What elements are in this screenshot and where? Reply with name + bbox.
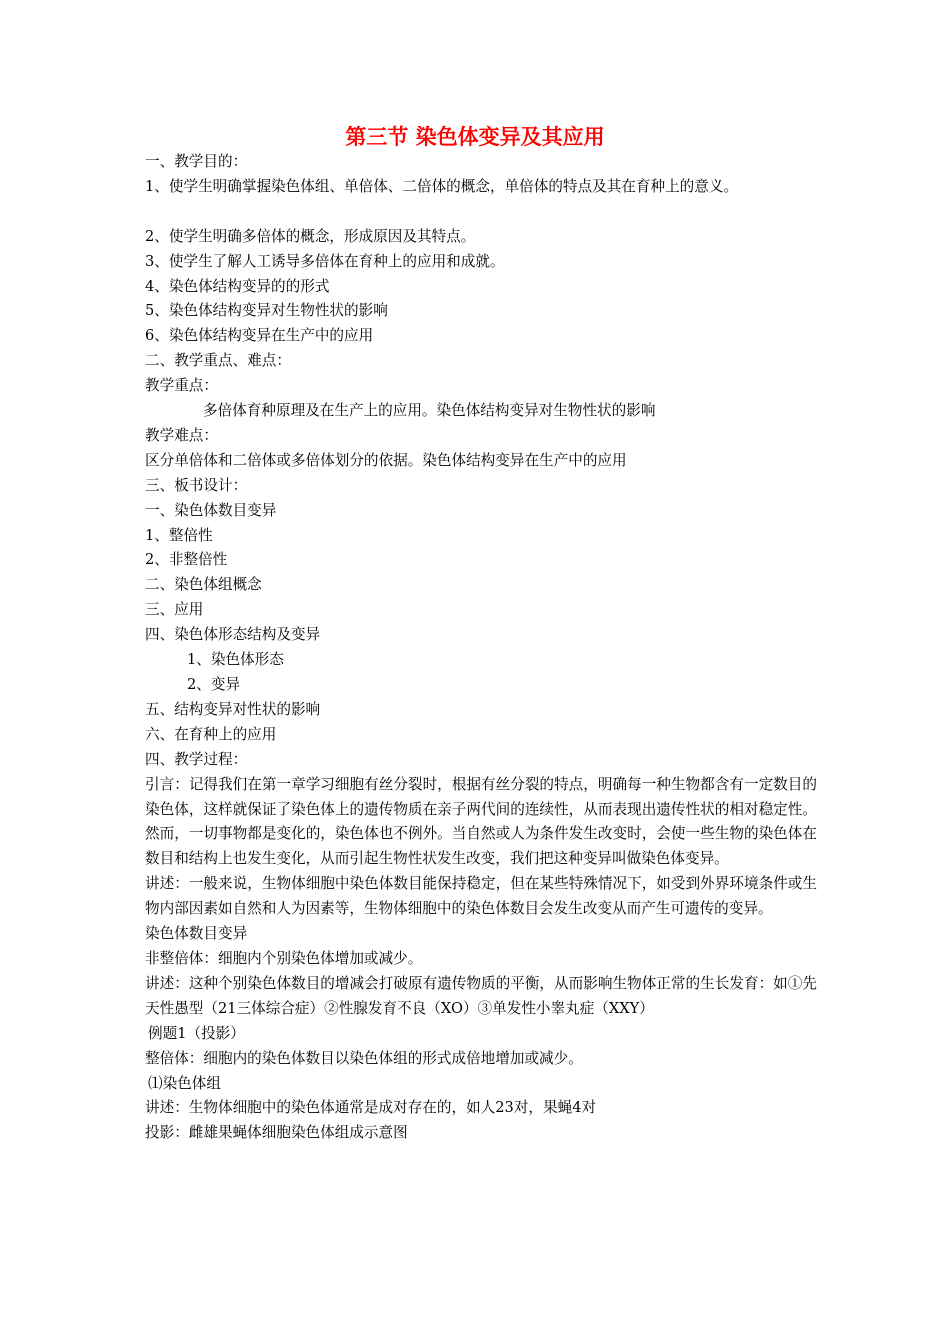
- difficulties-label: 教学难点：: [145, 426, 218, 444]
- board-item: 一、染色体数目变异: [145, 501, 277, 519]
- paragraph-lecture-2: 讲述：这种个别染色体数目的增减会打破原有遗传物质的平衡，从而影响生物体正常的生长发育：如①先天性愚型（21三体综合症）②性腺发育不良（XO）③单发性小睾丸症（XXY）: [145, 974, 817, 1017]
- paragraph-lecture-1: 讲述：一般来说，生物体细胞中染色体数目能保持稳定，但在某些特殊情况下，如受到外界环境条件或生物内部因素如自然和人为因素等，生物体细胞中的染色体数目会发生改变从而产生可遗传的变异。: [145, 875, 817, 918]
- document-body: [145, 150, 817, 1146]
- board-item: 2、非整倍性: [145, 551, 228, 569]
- objective-3: 3、使学生了解人工诱导多倍体在育种上的应用和成就。: [145, 252, 505, 270]
- difficulties-text: 区分单倍体和二倍体或多倍体划分的依据。染色体结构变异在生产中的应用: [145, 451, 627, 469]
- page-title: 第三节 染色体变异及其应用: [345, 125, 605, 149]
- key-points-text: 多倍体育种原理及在生产上的应用。染色体结构变异对生物性状的影响: [203, 402, 656, 420]
- example-label: 例题1（投影）: [148, 1024, 245, 1042]
- aneuploid-definition: 非整倍体：细胞内个别染色体增加或减少。: [145, 949, 423, 967]
- section-heading-process: 四、教学过程：: [145, 750, 248, 768]
- board-item: 三、应用: [145, 601, 204, 619]
- subheading-number-variation: 染色体数目变异: [145, 925, 248, 943]
- objective-4: 4、染色体结构变异的的形式: [145, 277, 330, 295]
- objective-1: 1、使学生明确掌握染色体组、单倍体、二倍体的概念，单倍体的特点及其在育种上的意义。: [145, 177, 739, 195]
- section-heading-key-points: 二、教学重点、难点：: [145, 352, 291, 370]
- objective-2: 2、使学生明确多倍体的概念，形成原因及其特点。: [145, 227, 476, 245]
- subheading-chromosome-set: ⑴染色体组: [148, 1074, 221, 1092]
- key-points-label: 教学重点：: [145, 377, 218, 395]
- euploid-definition: 整倍体：细胞内的染色体数目以染色体组的形式成倍地增加或减少。: [145, 1049, 583, 1067]
- paragraph-lecture-3: 讲述：生物体细胞中的染色体通常是成对存在的，如人23对，果蝇4对: [145, 1099, 597, 1117]
- board-item: 六、在育种上的应用: [145, 725, 277, 743]
- blank-line: [145, 200, 817, 225]
- section-heading-board-design: 三、板书设计：: [145, 476, 248, 494]
- board-item: 1、整倍性: [145, 526, 213, 544]
- board-subitem: 1、染色体形态: [187, 651, 284, 669]
- board-item: 二、染色体组概念: [145, 576, 262, 594]
- section-heading-objectives: 一、教学目的：: [145, 153, 248, 170]
- projection-note: 投影：雌雄果蝇体细胞染色体组成示意图: [145, 1124, 408, 1142]
- objective-6: 6、染色体结构变异在生产中的应用: [145, 327, 374, 345]
- objective-5: 5、染色体结构变异对生物性状的影响: [145, 302, 388, 320]
- board-subitem: 2、变异: [187, 676, 241, 694]
- board-item: 四、染色体形态结构及变异: [145, 626, 321, 644]
- paragraph-introduction: 引言：记得我们在第一章学习细胞有丝分裂时，根据有丝分裂的特点，明确每一种生物都含有一定数目的染色体，这样就保证了染色体上的遗传物质在亲子两代间的连续性，从而表现出遗传性状的相对稳定性。然而，一切事物都是变化的，染色体也不例外。当自然或人为条件发生改变时，会使一些生物的染色体在数目和结构上也发生变化，从而引起生物性状发生改变，我们把这种变异叫做染色体变异。: [145, 775, 817, 868]
- board-item: 五、结构变异对性状的影响: [145, 700, 321, 718]
